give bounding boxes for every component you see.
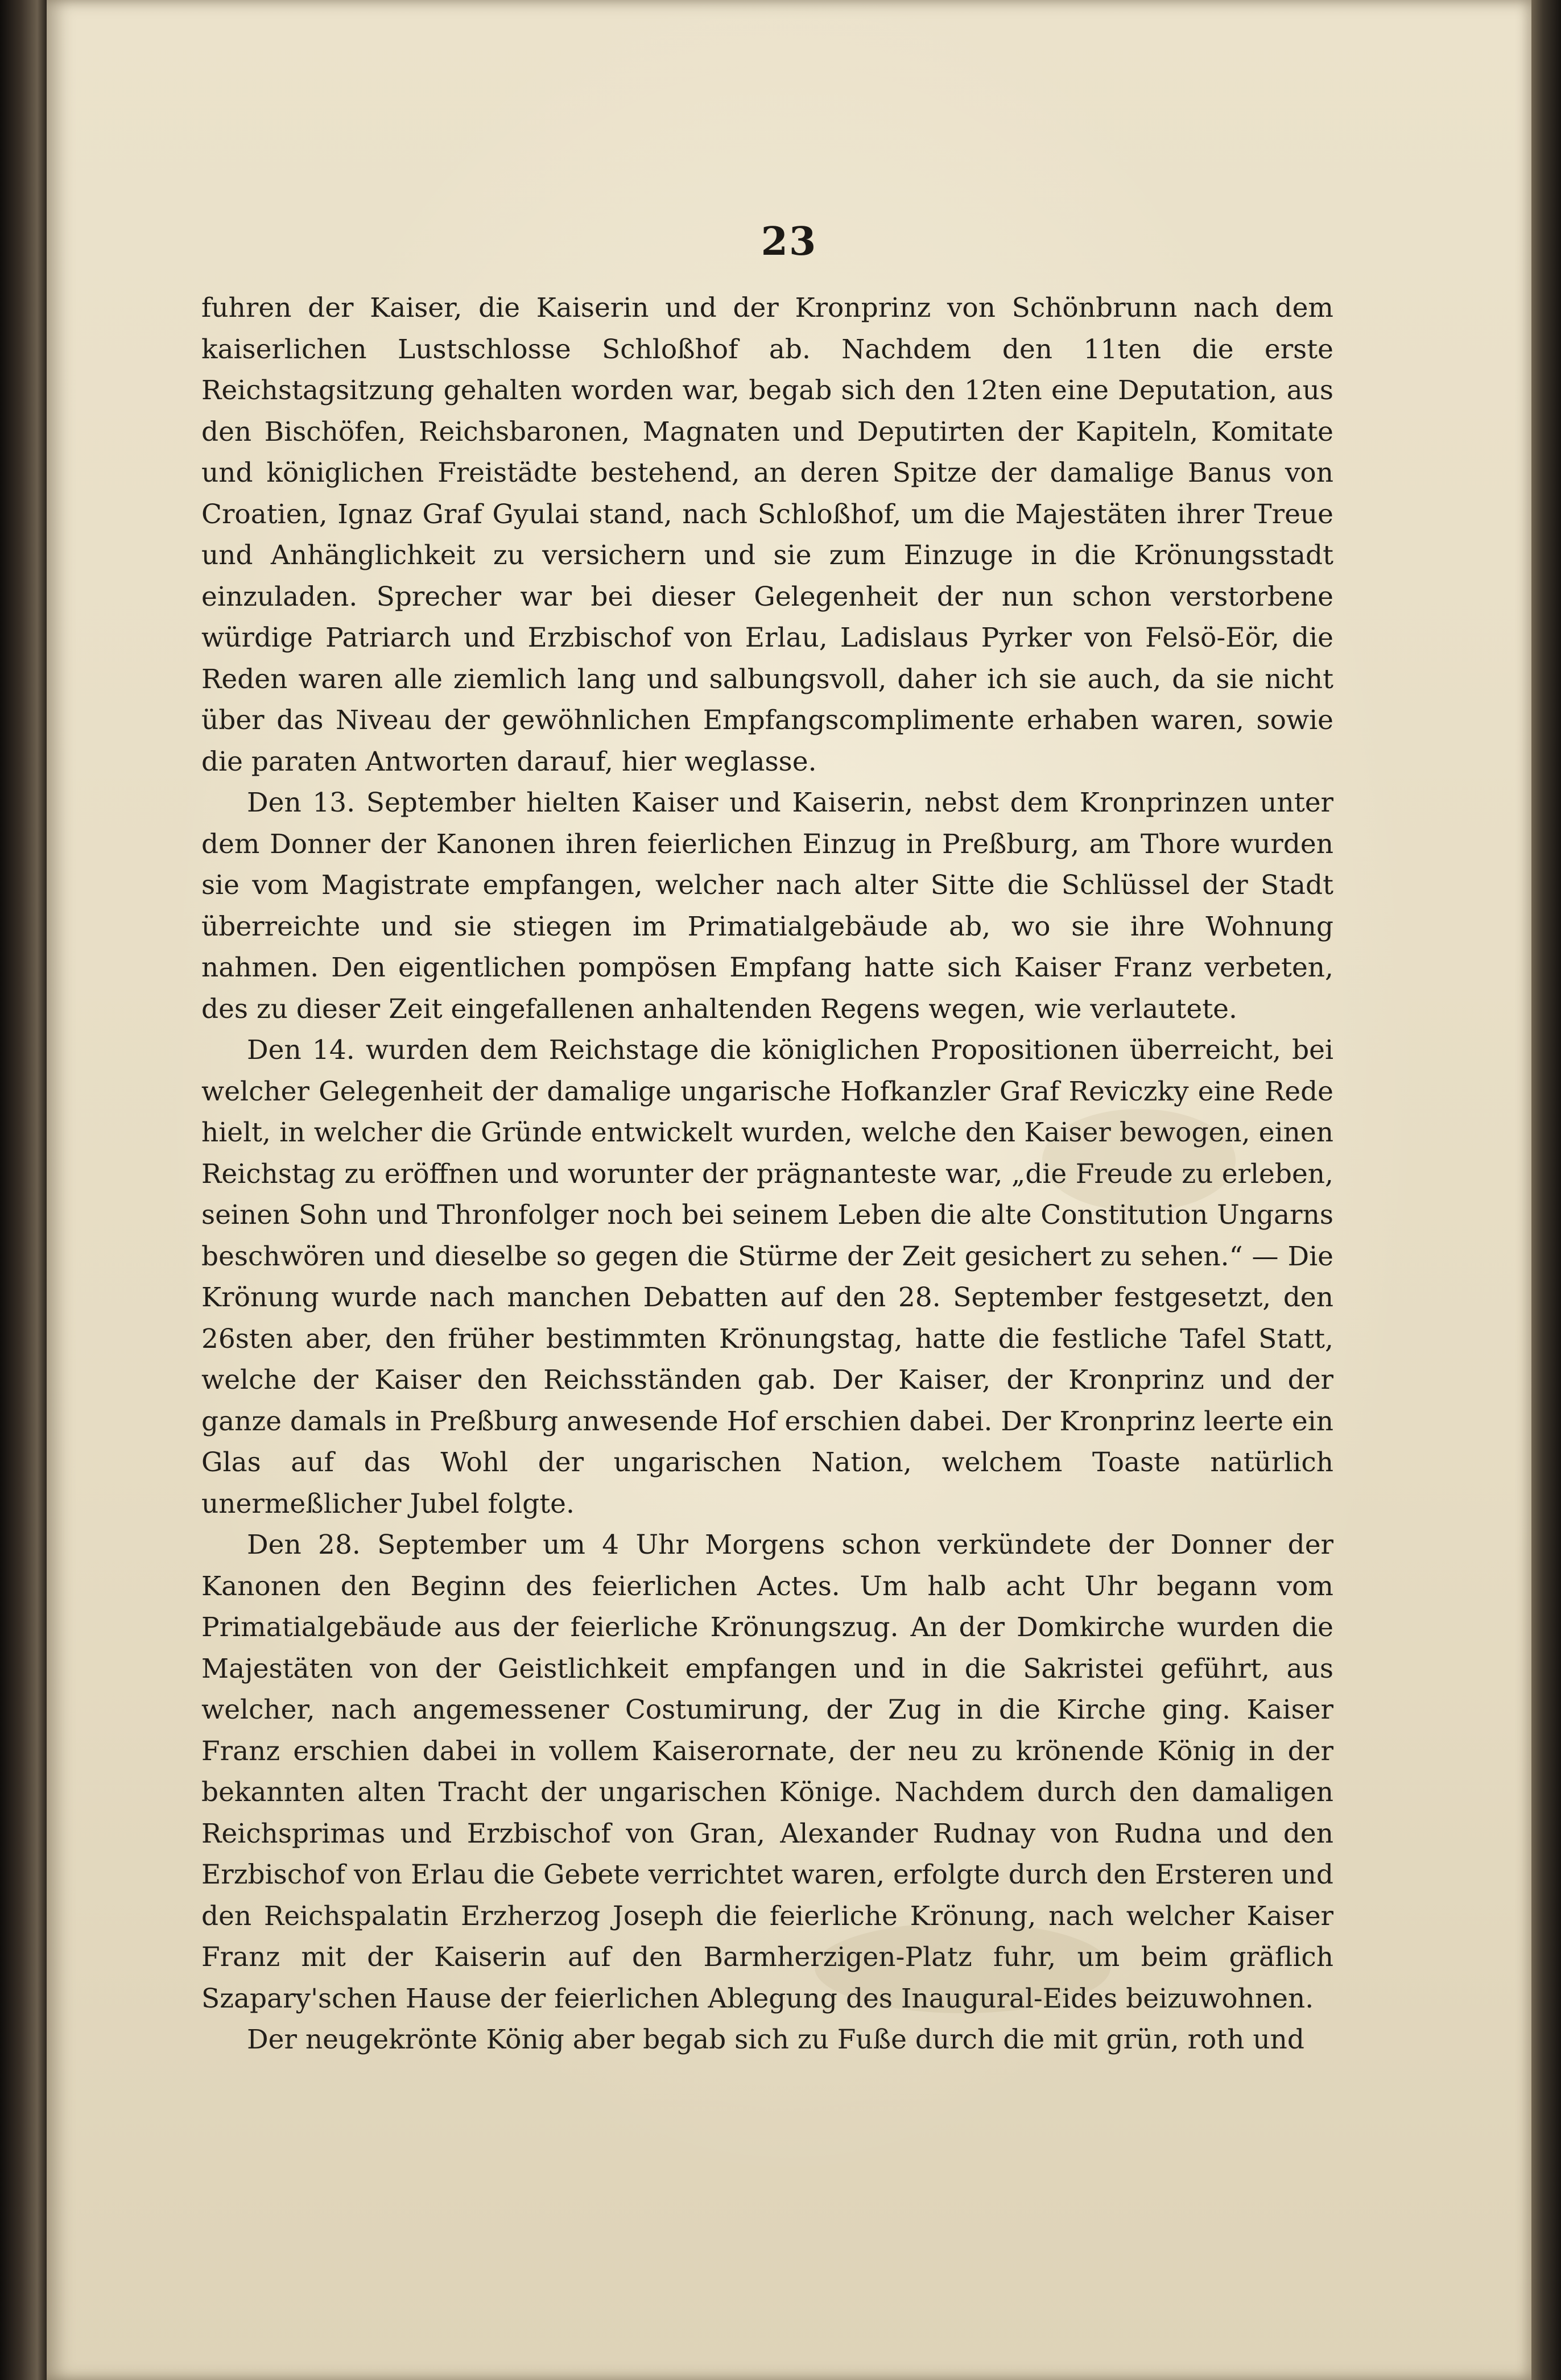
paragraph: Den 28. September um 4 Uhr Morgens schon verkündete der Donner der Kanonen den Beginn des feierlichen Actes. Um halb acht Uhr begann vom Primatialgebäude aus der feierliche Krönungszug. An der Domkirche wurden die Majestäten von der Geistlichkeit empfangen und in die Sakristei geführt, aus welcher, nach angemessener Costumirung, der Zug in die Kirche ging. Kaiser Franz erschien dabei in vollem Kaiserornate, der neu zu krönende König in der bekannten alten Tracht der ungarischen Könige. Nachdem durch den damaligen Reichsprimas und Erzbischof von Gran, Alexander Rudnay von Rudna und den Erzbischof von Erlau die Gebete verrichtet waren, erfolgte durch den Ersteren und den Reichspalatin Erzherzog Joseph die feierliche Krönung, nach welcher Kaiser Franz mit der Kaiserin auf den Barmherzigen-Platz fuhr, um beim gräflich Szapary'schen Hause der feierlichen Ablegung des Inaugural-Eides beizuwohnen. [201, 1529, 1333, 2014]
paragraph: Den 13. September hielten Kaiser und Kaiserin, nebst dem Kronprinzen unter dem Donner der Kanonen ihren feierlichen Einzug in Preßburg, am Thore wurden sie vom Magistrate empfangen, welcher nach alter Sitte die Schlüssel der Stadt überreichte und sie stiegen im Primatialgebäude ab, wo sie ihre Wohnung nahmen. Den eigentlichen pompösen Empfang hatte sich Kaiser Franz verbeten, des zu dieser Zeit eingefallenen anhaltenden Regens wegen, wie verlautete. [201, 787, 1333, 1025]
body-text [201, 288, 1333, 2061]
paragraph: Den 14. wurden dem Reichstage die königlichen Propositionen überreicht, bei welcher Gelegenheit der damalige ungarische Hofkanzler Graf Reviczky eine Rede hielt, in welcher die Gründe entwickelt wurden, welche den Kaiser bewogen, einen Reichstag zu eröffnen und worunter der prägnanteste war, „die Freude zu erleben, seinen Sohn und Thronfolger noch bei seinem Leben die alte Constitution Ungarns beschwören und dieselbe so gegen die Stürme der Zeit gesichert zu sehen.“ — Die Krönung wurde nach manchen Debatten auf den 28. September festgesetzt, den 26sten aber, den früher bestimmten Krönungstag, hatte die festliche Tafel Statt, welche der Kaiser den Reichsständen gab. Der Kaiser, der Kronprinz und der ganze damals in Preßburg anwesende Hof erschien dabei. Der Kronprinz leerte ein Glas auf das Wohl der ungarischen Nation, welchem Toaste natürlich unermeßlicher Jubel folgte. [201, 1034, 1333, 1520]
book-spine [0, 0, 47, 2380]
page-number: 23 [761, 219, 817, 264]
paragraph: Der neugekrönte König aber begab sich zu Fuße durch die mit grün, roth und [247, 2024, 1304, 2055]
page-edge [1531, 0, 1561, 2380]
paragraph: fuhren der Kaiser, die Kaiserin und der Kronprinz von Schönbrunn nach dem kaiserlichen Lustschlosse Schloßhof ab. Nachdem den 11ten die erste Reichstagsitzung gehalten worden war, begab sich den 12ten eine Deputation, aus den Bischöfen, Reichsbaronen, Magnaten und Deputirten der Kapiteln, Komitate und königlichen Freistädte bestehend, an deren Spitze der damalige Banus von Croatien, Ignaz Graf Gyulai stand, nach Schloßhof, um die Majestäten ihrer Treue und Anhänglichkeit zu versichern und sie zum Einzuge in die Krönungsstadt einzuladen. Sprecher war bei dieser Gelegenheit der nun schon verstorbene würdige Patriarch und Erzbischof von Erlau, Ladislaus Pyrker von Felsö-Eör, die Reden waren alle ziemlich lang und salbungsvoll, daher ich sie auch, da sie nicht über das Niveau der gewöhnlichen Empfangscomplimente erhaben waren, sowie die paraten Antworten darauf, hier weglasse. [201, 292, 1333, 777]
page-sheet [47, 0, 1531, 2380]
